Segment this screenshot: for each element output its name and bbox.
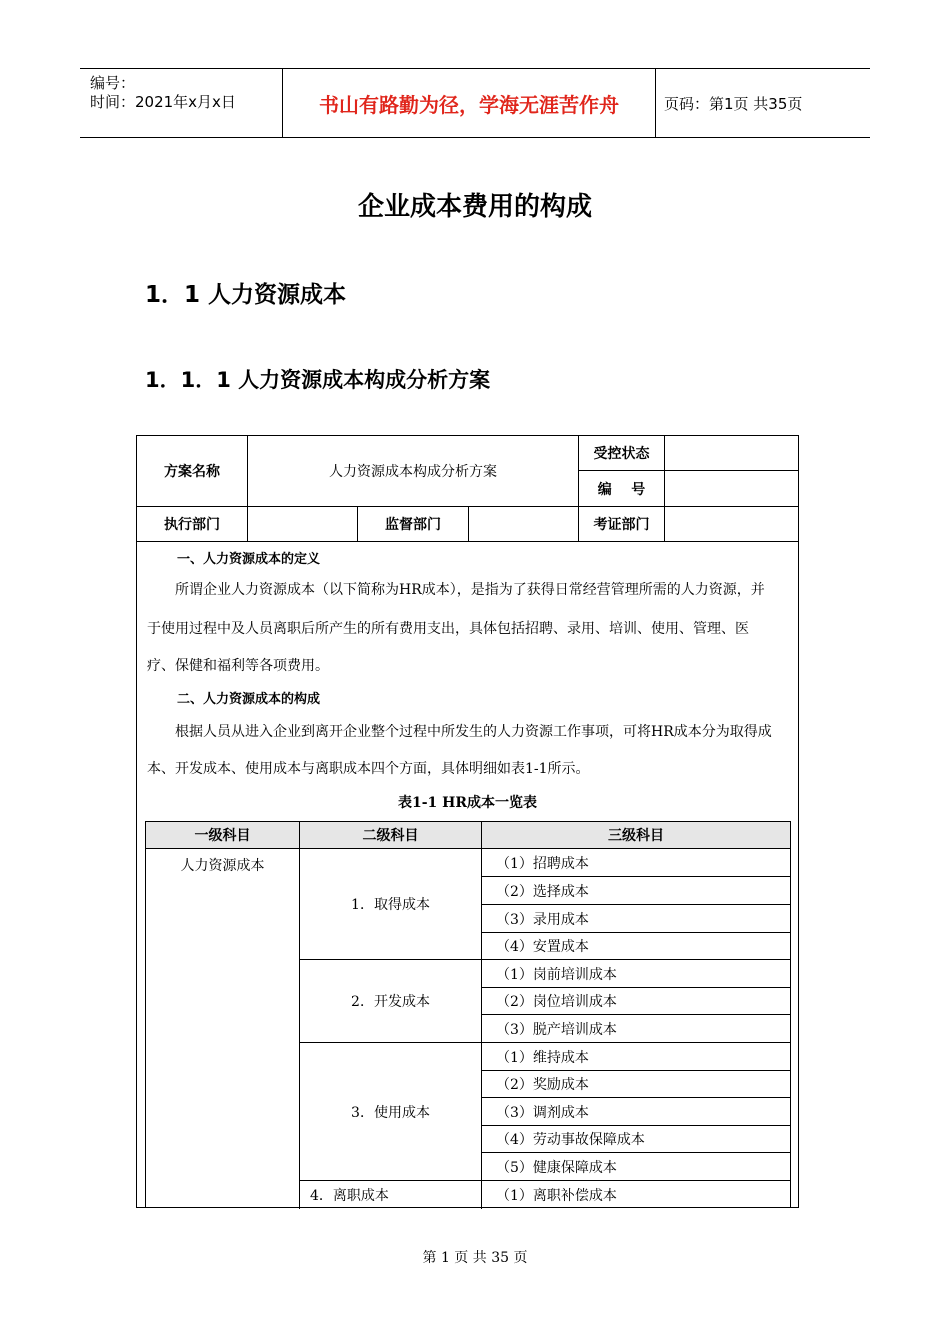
plan-exec-value	[247, 507, 357, 542]
doc-time-label: 时间：2021年x月x日	[90, 93, 236, 111]
page-header	[80, 68, 870, 138]
page-footer: 第 1 页 共 35 页	[422, 1250, 528, 1266]
doc-number-label: 编号：	[90, 74, 136, 92]
document-title: 企业成本费用的构成	[357, 192, 592, 222]
level-3-item: （2）选择成本	[481, 877, 790, 905]
section-1-line-2: 于使用过程中及人员离职后所产生的所有费用支出，具体包括招聘、录用、培训、使用、管理、医	[147, 621, 749, 637]
level-3-item: （4）安置成本	[481, 932, 790, 960]
plan-status-label: 受控状态	[578, 436, 664, 471]
level-1-cell	[146, 849, 299, 1209]
hr-cost-table	[145, 821, 791, 1208]
header-level-3: 三级科目	[481, 822, 790, 849]
section-1-line-1: 所谓企业人力资源成本（以下简称为HR成本），是指为了获得日常经营管理所需的人力资源，并	[175, 582, 765, 598]
level-3-item: （1）维持成本	[481, 1043, 790, 1071]
header-level-2: 二级科目	[299, 822, 481, 849]
plan-supervise-label: 监督部门	[357, 507, 468, 542]
plan-name-label: 方案名称	[137, 436, 247, 507]
heading-level-2: 1．1．1 人力资源成本构成分析方案	[145, 368, 491, 392]
level-2-group: 3．使用成本	[299, 1043, 481, 1181]
level-3-item: （1）招聘成本	[481, 849, 790, 877]
table-caption: 表1-1 HR成本一览表	[397, 795, 538, 811]
level-3-item: （1）离职补偿成本	[481, 1181, 790, 1209]
level-2-group: 2．开发成本	[299, 960, 481, 1043]
level-3-item: （3）调剂成本	[481, 1098, 790, 1126]
header-motto: 书山有路勤为径，学海无涯苦作舟	[319, 92, 619, 117]
plan-code-value	[664, 471, 798, 507]
level-3-item: （3）录用成本	[481, 905, 790, 933]
plan-verify-value	[664, 507, 798, 542]
section-2-line-2: 本、开发成本、使用成本与离职成本四个方面，具体明细如表1-1所示。	[147, 761, 590, 777]
level-3-item: （3）脱产培训成本	[481, 1015, 790, 1043]
level-3-item: （1）岗前培训成本	[481, 960, 790, 988]
section-1-title: 一、人力资源成本的定义	[177, 552, 321, 567]
header-meta	[80, 69, 282, 137]
header-page-info: 页码：第1页 共35页	[664, 94, 803, 113]
level-3-item: （2）岗位培训成本	[481, 987, 790, 1015]
plan-code-label: 编 号	[578, 471, 664, 507]
heading-level-1: 1．1 人力资源成本	[145, 282, 347, 308]
plan-supervise-value	[468, 507, 578, 542]
level-1-label: 人力资源成本	[180, 858, 265, 874]
level-3-item: （4）劳动事故保障成本	[481, 1125, 790, 1153]
plan-status-value	[664, 436, 798, 471]
plan-name-value: 人力资源成本构成分析方案	[247, 436, 578, 507]
section-2-title: 二、人力资源成本的构成	[177, 692, 321, 707]
level-3-item: （2）奖励成本	[481, 1070, 790, 1098]
section-1-line-3: 疗、保健和福利等各项费用。	[147, 658, 329, 674]
level-3-item: （5）健康保障成本	[481, 1153, 790, 1181]
header-motto-cell	[282, 69, 656, 137]
header-page-cell	[656, 69, 870, 137]
plan-verify-label: 考证部门	[578, 507, 664, 542]
header-level-1: 一级科目	[146, 822, 299, 849]
level-2-group: 1．取得成本	[299, 849, 481, 960]
section-2-line-1: 根据人员从进入企业到离开企业整个过程中所发生的人力资源工作事项，可将HR成本分为取得成	[175, 724, 772, 740]
plan-exec-label: 执行部门	[137, 507, 247, 542]
level-2-group: 4．离职成本	[299, 1181, 481, 1209]
